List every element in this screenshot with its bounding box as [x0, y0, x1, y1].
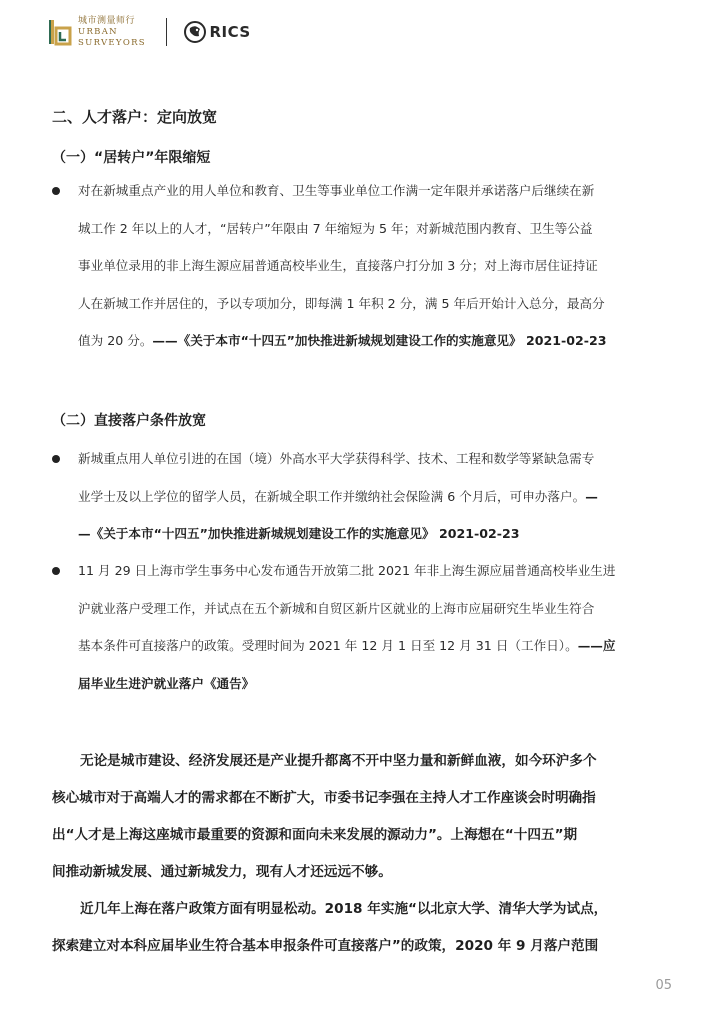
- source-citation: —《关于本市“十四五”加快推进新城规划建设工作的实施意见》 2021-02-23: [78, 526, 520, 541]
- text-line: 11 月 29 日上海市学生事务中心发布通告开放第二批 2021 年非上海生源应届普通高校毕业生进: [78, 563, 616, 578]
- page-number: 05: [655, 978, 672, 993]
- logo-divider: [166, 18, 168, 46]
- text-line: 城工作 2 年以上的人才，“居转户”年限由 7 年缩短为 5 年；对新城范围内教育、卫生等公益: [78, 220, 593, 236]
- text-line: [78, 637, 682, 675]
- paragraph-line: 近几年上海在落户政策方面有明显松动。2018 年实施“以北京大学、清华大学为试点，: [80, 901, 608, 917]
- text-line: 事业单位录用的非上海生源应届普通高校毕业生，直接落户打分加 3 分；对上海市居住证持证: [78, 258, 598, 273]
- page-header: [48, 14, 251, 50]
- text-line: [78, 488, 682, 526]
- bullet-text-1: [78, 182, 682, 370]
- paragraph-line: 出“人才是上海这座城市最重要的资源和面向未来发展的源动力”。上海想在“十四五”期: [52, 827, 578, 843]
- rics-wordmark: RICS: [209, 23, 251, 41]
- source-citation: ——《关于本市“十四五”加快推进新城规划建设工作的实施意见》 2021-02-23: [152, 333, 607, 348]
- bullet-text-2: [78, 450, 682, 563]
- logo-english-line-2: SURVEYORS: [78, 37, 146, 48]
- text-line: 对在新城重点产业的用人单位和教育、卫生等事业单位工作满一定年限并承诺落户后继续在新: [78, 183, 595, 198]
- text-line: 新城重点用人单位引进的在国（境）外高水平大学获得科学、技术、工程和数学等紧缺急需专: [78, 451, 595, 466]
- paragraph-line: 探索建立对本科应届毕业生符合基本申报条件可直接落户”的政策，2020 年 9 月落户范围: [52, 938, 599, 954]
- logo-english-line-1: URBAN: [78, 27, 118, 37]
- urban-surveyors-logo-icon: [48, 18, 72, 46]
- logo-chinese-text: 城市测量师行: [78, 16, 136, 26]
- text-line: [78, 332, 682, 370]
- source-dash: ——应: [577, 638, 616, 653]
- text-line: [78, 675, 682, 713]
- paragraph-line: 间推动新城发展、通过新城发力，现有人才还远远不够。: [52, 864, 392, 880]
- bullet-marker: [52, 455, 60, 463]
- body-paragraph-1: [52, 752, 672, 900]
- text-fragment: 值为 20 分。: [78, 333, 153, 348]
- bullet-text-3: [78, 562, 682, 712]
- body-paragraph-2: [52, 900, 672, 974]
- source-dash: —: [585, 488, 598, 504]
- text-fragment: 基本条件可直接落户的政策。受理时间为 2021 年 12 月 1 日至 12 月 31 日（工作日）。: [78, 638, 578, 653]
- text-line: 沪就业落户受理工作，并试点在五个新城和自贸区新片区就业的上海市应届研究生毕业生符合: [78, 600, 595, 616]
- rics-lion-icon: [184, 20, 206, 44]
- paragraph-line: 无论是城市建设、经济发展还是产业提升都离不开中坚力量和新鲜血液，如今环沪多个: [80, 753, 597, 769]
- section-title: 二、人才落户：定向放宽: [52, 108, 218, 126]
- source-citation: 届毕业生进沪就业落户《通告》: [78, 675, 255, 691]
- subsection-2-title: （二）直接落户条件放宽: [52, 413, 206, 429]
- text-line: 人在新城工作并居住的，予以专项加分，即每满 1 年积 2 分，满 5 年后开始计入总分，最高分: [78, 295, 605, 311]
- bullet-marker: [52, 187, 60, 195]
- paragraph-line: 核心城市对于高端人才的需求都在不断扩大，市委书记李强在主持人才工作座谈会时明确指: [52, 790, 596, 806]
- rics-logo: [184, 20, 250, 44]
- subsection-1-title: （一）“居转户”年限缩短: [52, 150, 211, 166]
- text-fragment: 业学士及以上学位的留学人员，在新城全职工作并缴纳社会保险满 6 个月后，可申办落户。: [78, 488, 586, 504]
- text-line: [78, 525, 682, 563]
- urban-surveyors-logo: [48, 17, 146, 47]
- bullet-marker: [52, 567, 60, 575]
